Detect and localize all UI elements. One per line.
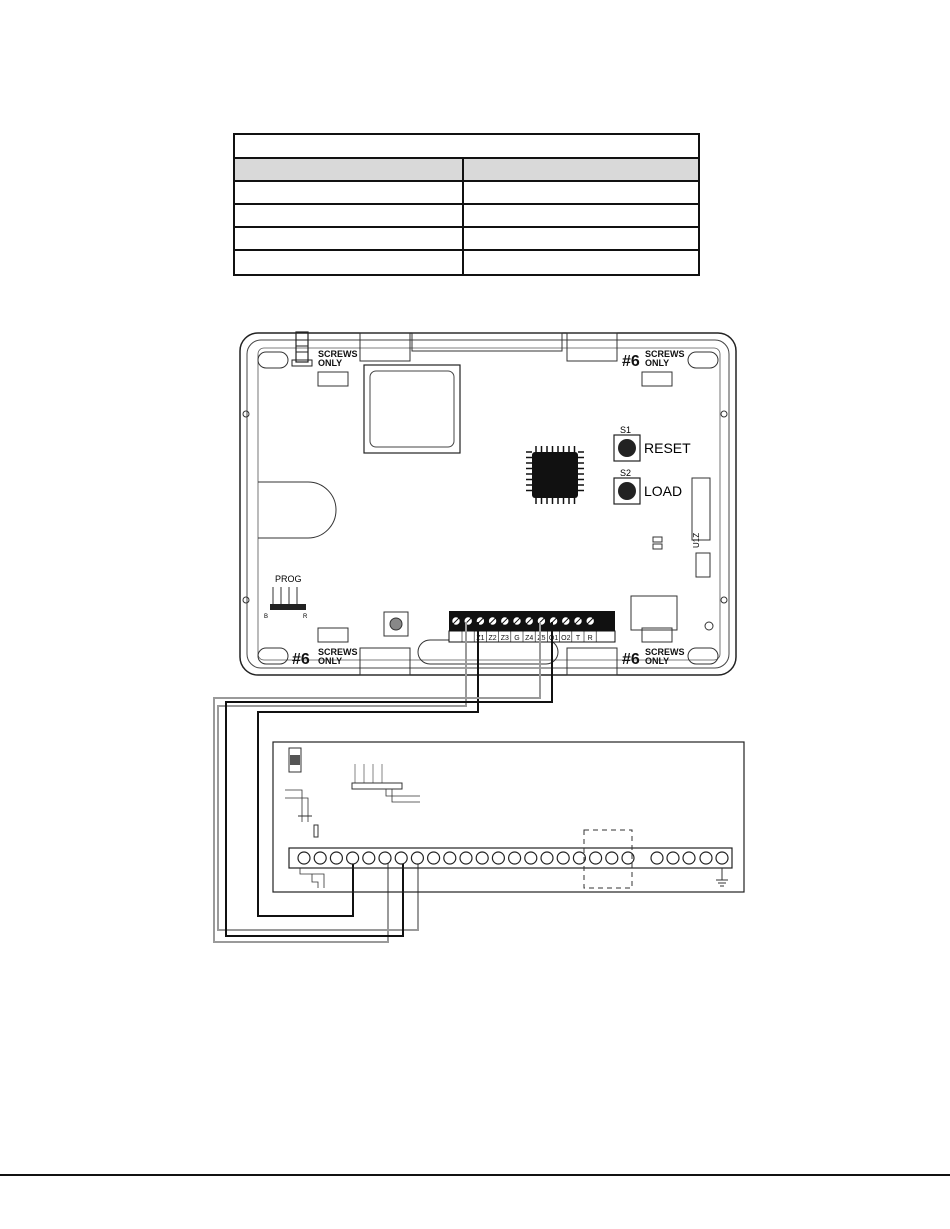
mount-hole-icon: [705, 622, 713, 630]
terminal-label: O2: [561, 635, 571, 642]
svg-text:SCREWS: SCREWS: [645, 647, 685, 657]
panel-terminal-icon: [541, 852, 553, 864]
component-block: [696, 553, 710, 577]
wire-bundle: [214, 622, 552, 942]
svg-text:#6: #6: [292, 651, 310, 668]
panel-terminal-icon: [525, 852, 537, 864]
panel-terminal-icon: [363, 852, 375, 864]
svg-text:ONLY: ONLY: [318, 656, 343, 666]
control-panel-board: [273, 742, 744, 892]
microcontroller-chip: [526, 446, 584, 504]
screw-note-bottom-right: [622, 647, 685, 668]
svg-text:ONLY: ONLY: [645, 358, 670, 368]
svg-text:#6: #6: [622, 651, 640, 668]
panel-terminal-icon: [557, 852, 569, 864]
terminal-label: G: [514, 635, 520, 642]
svg-text:SCREWS: SCREWS: [645, 349, 685, 359]
s1-label: S1: [620, 425, 632, 435]
panel-terminal-icon: [476, 852, 488, 864]
prog-pin-r: R: [303, 614, 308, 620]
panel-terminal-icon: [314, 852, 326, 864]
terminal-label: T: [575, 635, 581, 642]
reset-button[interactable]: [614, 425, 691, 461]
terminal-label: Z4: [525, 635, 534, 642]
reset-label: RESET: [644, 440, 691, 456]
svg-text:SCREWS: SCREWS: [318, 349, 358, 359]
panel-terminal-icon: [590, 852, 602, 864]
panel-terminal-icon: [700, 852, 712, 864]
antenna-connector-icon: [292, 332, 312, 366]
terminal-label: O1: [548, 635, 559, 642]
terminal-label: Z3: [500, 635, 509, 642]
panel-terminal-icon: [330, 852, 342, 864]
u1z-connector: [692, 478, 710, 548]
panel-terminal-icon: [444, 852, 456, 864]
prog-header: [264, 574, 308, 620]
svg-text:ONLY: ONLY: [318, 358, 343, 368]
wire-dark-1: [258, 622, 478, 916]
panel-terminal-icon: [667, 852, 679, 864]
panel-terminal-icon: [428, 852, 440, 864]
prog-pin-b: B: [264, 614, 269, 620]
s2-label: S2: [620, 468, 632, 478]
terminal-label: Z5: [537, 635, 546, 642]
u1z-label: U1Z: [692, 532, 701, 548]
panel-terminal-icon: [606, 852, 618, 864]
screw-note-bottom-left: [292, 647, 358, 668]
panel-terminal-icon: [509, 852, 521, 864]
svg-text:#6: #6: [622, 353, 640, 370]
screw-note-top-left: [318, 349, 358, 368]
panel-terminal-icon: [651, 852, 663, 864]
panel-terminal-icon: [395, 852, 407, 864]
terminal-label: R: [587, 635, 593, 642]
rf-module: [364, 365, 460, 453]
led-icon: [653, 544, 662, 549]
load-button[interactable]: [614, 468, 682, 504]
panel-terminal-icon: [460, 852, 472, 864]
tamper-switch-knob: [390, 618, 402, 630]
terminal-label: Z1: [476, 635, 485, 642]
panel-terminal-icon: [683, 852, 695, 864]
svg-text:SCREWS: SCREWS: [318, 647, 358, 657]
svg-text:ONLY: ONLY: [645, 656, 670, 666]
led-icon: [653, 537, 662, 542]
panel-terminal-icon: [492, 852, 504, 864]
load-label: LOAD: [644, 483, 683, 499]
wire-gray-2: [214, 622, 540, 942]
power-jack: [631, 596, 677, 630]
screw-note-top-right: [622, 349, 685, 370]
terminal-label: Z2: [488, 635, 497, 642]
panel-terminal-icon: [411, 852, 423, 864]
panel-terminal-icon: [716, 852, 728, 864]
page-footer-rule: [0, 1174, 950, 1176]
terminal-block: [449, 611, 615, 642]
panel-terminal-icon: [298, 852, 310, 864]
prog-label: PROG: [275, 574, 302, 584]
panel-terminal-icon: [379, 852, 391, 864]
panel-terminal-icon: [347, 852, 359, 864]
